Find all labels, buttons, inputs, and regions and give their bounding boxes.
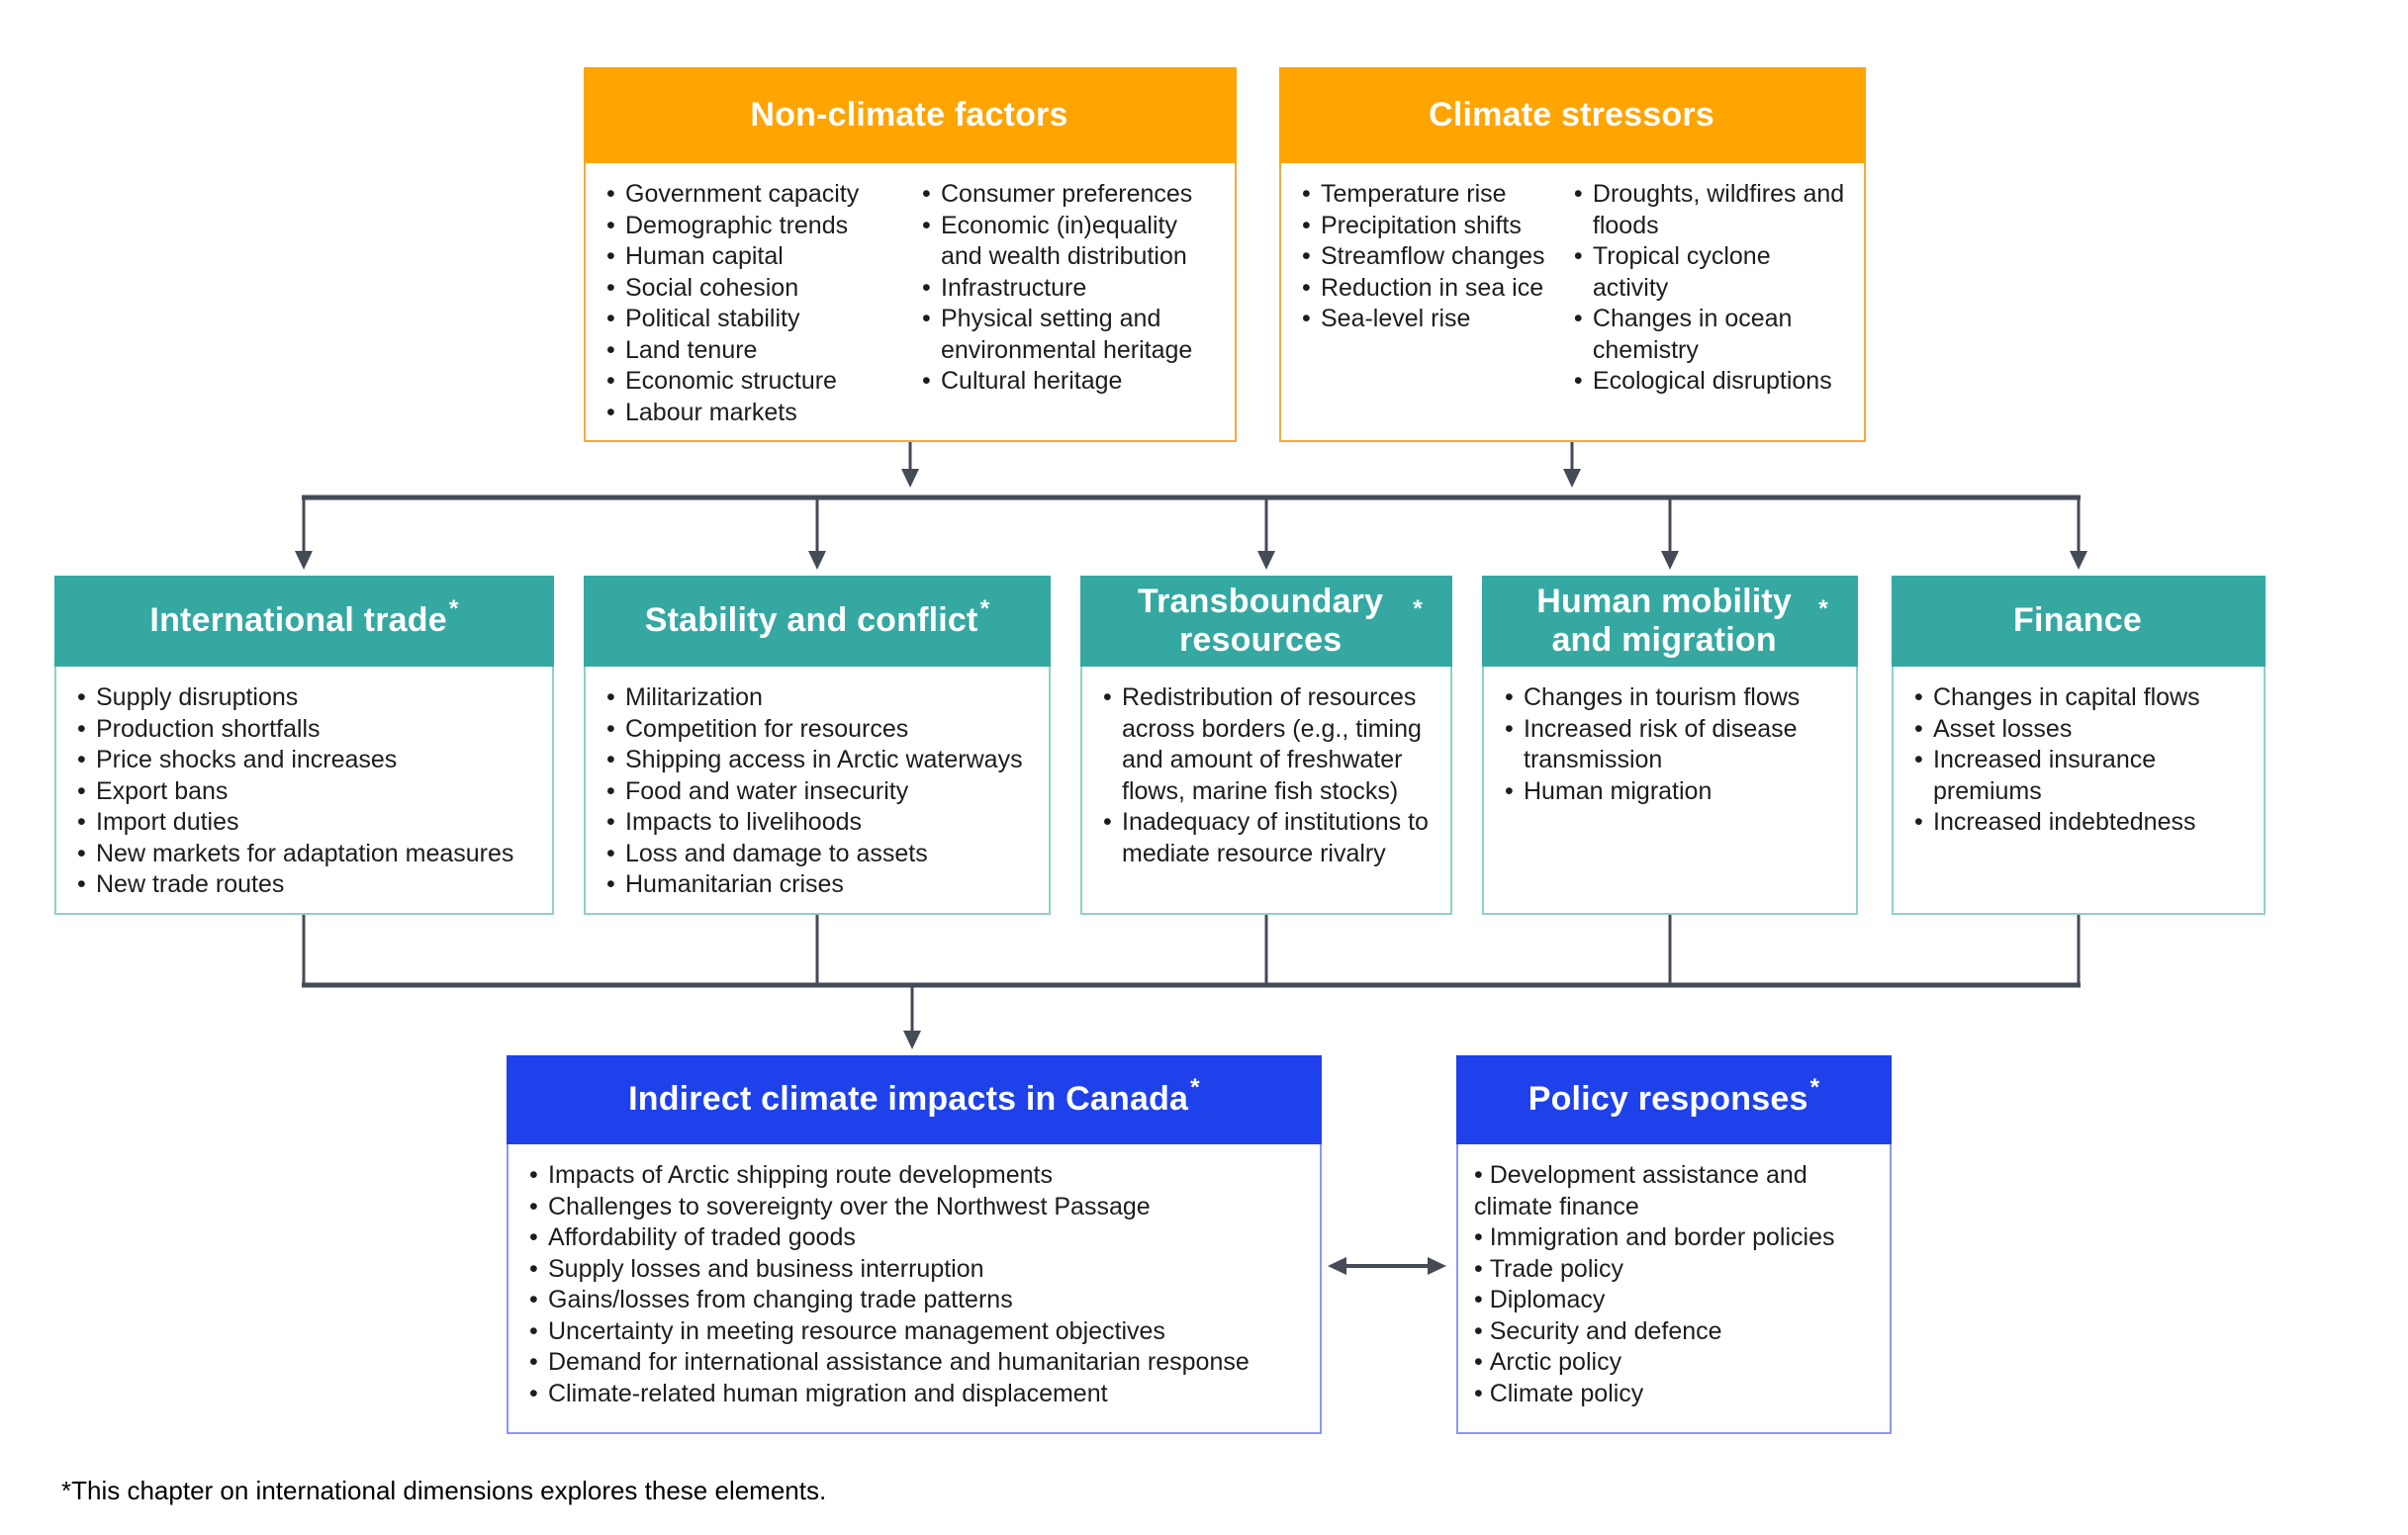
- list-item: • Asset losses: [1909, 714, 2252, 746]
- box-transboundary-resources: [1080, 576, 1452, 915]
- list-item: • New trade routes: [72, 869, 540, 901]
- list-item: • Droughts, wildfires and floods: [1569, 179, 1852, 241]
- list-item: • New markets for adaptation measures: [72, 839, 540, 870]
- asterisk: *: [1413, 594, 1423, 622]
- arrowhead: [2070, 551, 2087, 570]
- box-climate-stressors: [1279, 67, 1866, 442]
- box-international-trade: [54, 576, 554, 915]
- box-non-climate-factors: [584, 67, 1237, 442]
- box-body: [54, 667, 554, 915]
- list-item: • Loss and damage to assets: [602, 839, 1037, 870]
- list-item: • Precipitation shifts: [1297, 211, 1559, 242]
- list-item: • Consumer preferences: [917, 179, 1223, 211]
- box-title: Transboundary resources: [1138, 582, 1384, 659]
- list-item: • Labour markets: [602, 398, 907, 429]
- box-header: [507, 1055, 1322, 1144]
- box-stability-conflict: [584, 576, 1051, 915]
- arrowhead: [295, 551, 313, 570]
- list-item: • Changes in tourism flows: [1500, 682, 1844, 714]
- footnote: *This chapter on international dimensions explores these elements.: [61, 1476, 827, 1505]
- arrowhead: [1661, 551, 1679, 570]
- list-item: • Changes in capital flows: [1909, 682, 2252, 714]
- box-header: [1080, 576, 1452, 667]
- list-item: • Ecological disruptions: [1569, 366, 1852, 398]
- box-title: Finance: [2013, 601, 2142, 640]
- box-title: International trade: [149, 601, 447, 640]
- list-item: • Trade policy: [1474, 1254, 1878, 1286]
- box-body: [1080, 667, 1452, 915]
- box-header: [1892, 576, 2266, 667]
- list-item: • Arctic policy: [1474, 1347, 1878, 1379]
- list-item: • Production shortfalls: [72, 714, 540, 746]
- list-item: • Social cohesion: [602, 273, 907, 305]
- bullet-column: [1297, 179, 1559, 430]
- box-body: [584, 667, 1051, 915]
- list-item: • Climate-related human migration and displacement: [524, 1379, 1308, 1410]
- list-item: • Infrastructure: [917, 273, 1223, 305]
- box-body: [1279, 163, 1866, 442]
- arrowhead: [1257, 551, 1275, 570]
- list-item: • Inadequacy of institutions to mediate resource rivalry: [1098, 807, 1438, 869]
- asterisk: *: [448, 594, 459, 622]
- arrowhead: [1563, 469, 1581, 488]
- bullet-column: [602, 179, 907, 430]
- list-item: • Diplomacy: [1474, 1285, 1878, 1316]
- list-item: • Challenges to sovereignty over the Northwest Passage: [524, 1192, 1308, 1223]
- list-item: • Humanitarian crises: [602, 869, 1037, 901]
- box-body: [1482, 667, 1858, 915]
- box-body: [1456, 1144, 1892, 1434]
- list-item: • Government capacity: [602, 179, 907, 211]
- list-item: • Security and defence: [1474, 1316, 1878, 1348]
- list-item: • Physical setting and environmental heritage: [917, 304, 1223, 366]
- box-title: Stability and conflict: [644, 601, 978, 640]
- list-item: • Economic (in)equality and wealth distribution: [917, 211, 1223, 273]
- bullet-column: [917, 179, 1223, 430]
- list-item: • Human capital: [602, 241, 907, 273]
- arrowhead-left: [1328, 1257, 1346, 1275]
- list-item: • Streamflow changes: [1297, 241, 1559, 273]
- box-title: Non-climate factors: [750, 95, 1068, 134]
- arrowhead: [808, 551, 826, 570]
- list-item: • Economic structure: [602, 366, 907, 398]
- list-item: • Impacts of Arctic shipping route developments: [524, 1160, 1308, 1192]
- asterisk: *: [979, 594, 990, 622]
- box-header: [1456, 1055, 1892, 1144]
- list-item: • Demand for international assistance and humanitarian response: [524, 1347, 1308, 1379]
- list-item: • Export bans: [72, 776, 540, 808]
- list-item: • Immigration and border policies: [1474, 1222, 1878, 1254]
- list-item: • Increased indebtedness: [1909, 807, 2252, 839]
- box-header: [54, 576, 554, 667]
- box-body: [584, 163, 1237, 442]
- list-item: • Demographic trends: [602, 211, 907, 242]
- box-title: Climate stressors: [1429, 95, 1714, 134]
- arrowhead: [903, 1031, 921, 1049]
- list-item: • Uncertainty in meeting resource management objectives: [524, 1316, 1308, 1348]
- arrowhead: [901, 469, 919, 488]
- list-item: • Development assistance and climate finance: [1474, 1160, 1878, 1222]
- list-item: • Supply losses and business interruption: [524, 1254, 1308, 1286]
- box-human-mobility-migration: [1482, 576, 1858, 915]
- list-item: • Gains/losses from changing trade patterns: [524, 1285, 1308, 1316]
- box-title: Indirect climate impacts in Canada: [628, 1080, 1189, 1119]
- list-item: • Human migration: [1500, 776, 1844, 808]
- box-title: Policy responses: [1528, 1080, 1808, 1119]
- list-item: • Impacts to livelihoods: [602, 807, 1037, 839]
- list-item: • Militarization: [602, 682, 1037, 714]
- asterisk: *: [1809, 1073, 1820, 1101]
- list-item: • Redistribution of resources across borders (e.g., timing and amount of freshwater flows, marine fish stocks): [1098, 682, 1438, 807]
- box-title: Human mobility and migration: [1536, 582, 1793, 659]
- list-item: • Sea-level rise: [1297, 304, 1559, 335]
- list-item: • Changes in ocean chemistry: [1569, 304, 1852, 366]
- box-header: [1482, 576, 1858, 667]
- list-item: • Political stability: [602, 304, 907, 335]
- box-finance: [1892, 576, 2266, 915]
- list-item: • Food and water insecurity: [602, 776, 1037, 808]
- bullet-column: [1569, 179, 1852, 430]
- asterisk: *: [1818, 594, 1828, 622]
- arrowhead-right: [1428, 1257, 1446, 1275]
- list-item: • Price shocks and increases: [72, 745, 540, 776]
- list-item: • Temperature rise: [1297, 179, 1559, 211]
- box-body: [507, 1144, 1322, 1434]
- list-item: • Tropical cyclone activity: [1569, 241, 1852, 304]
- list-item: • Import duties: [72, 807, 540, 839]
- list-item: • Land tenure: [602, 335, 907, 367]
- list-item: • Reduction in sea ice: [1297, 273, 1559, 305]
- box-indirect-climate-impacts: [507, 1055, 1322, 1434]
- list-item: • Increased insurance premiums: [1909, 745, 2252, 807]
- box-header: [1279, 67, 1866, 163]
- box-body: [1892, 667, 2266, 915]
- box-header: [584, 67, 1237, 163]
- list-item: • Supply disruptions: [72, 682, 540, 714]
- list-item: • Increased risk of disease transmission: [1500, 714, 1844, 776]
- asterisk: *: [1190, 1073, 1200, 1101]
- box-header: [584, 576, 1051, 667]
- list-item: • Shipping access in Arctic waterways: [602, 745, 1037, 776]
- list-item: • Climate policy: [1474, 1379, 1878, 1410]
- list-item: • Competition for resources: [602, 714, 1037, 746]
- list-item: • Affordability of traded goods: [524, 1222, 1308, 1254]
- list-item: • Cultural heritage: [917, 366, 1223, 398]
- box-policy-responses: [1456, 1055, 1892, 1434]
